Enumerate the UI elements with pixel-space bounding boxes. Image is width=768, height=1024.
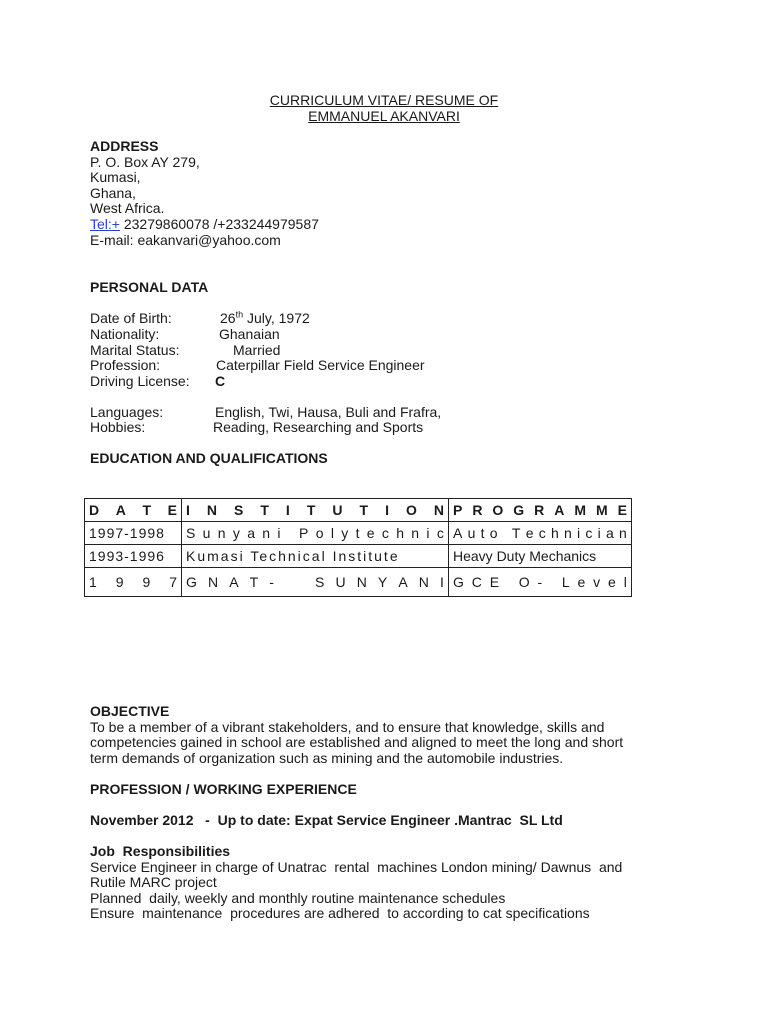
char: I: [440, 574, 444, 590]
char: -: [537, 574, 543, 590]
spaced-text: [453, 502, 627, 518]
char: N: [433, 502, 444, 518]
resume-title-line2: EMMANUEL AKANVARI: [308, 108, 460, 124]
char: M: [574, 502, 586, 518]
char: T: [306, 502, 316, 518]
char: t: [480, 525, 485, 541]
char: S: [315, 574, 325, 590]
responsibility-line: Rutile MARC project: [90, 874, 217, 891]
address-line: West Africa.: [90, 200, 165, 217]
char: i: [597, 525, 601, 541]
marital-value: Married: [233, 342, 281, 358]
programme-cell: [449, 568, 632, 597]
char: t: [355, 525, 360, 541]
telephone-line: [90, 217, 319, 233]
license-label: Driving License:: [90, 373, 190, 389]
char: u: [202, 525, 211, 541]
resume-title-line1: CURRICULUM VITAE/ RESUME OF: [269, 92, 499, 108]
objective-line: competencies gained in school are established and aligned to meet the long and short: [90, 734, 624, 751]
char: O: [405, 502, 417, 518]
char: o: [315, 525, 324, 541]
char: G: [453, 574, 464, 590]
char: e: [577, 574, 586, 590]
education-table: [84, 498, 632, 597]
date-cell: [85, 568, 182, 597]
char: Y: [377, 574, 388, 590]
char: 9: [142, 574, 151, 590]
char: [507, 574, 511, 590]
address-line: Ghana,: [90, 184, 136, 201]
char: n: [411, 525, 420, 541]
char: l: [330, 525, 334, 541]
spaced-text: [186, 574, 444, 590]
char: I: [285, 502, 290, 518]
char: h: [550, 525, 559, 541]
char: [550, 574, 554, 590]
char: S: [186, 525, 196, 541]
char: [288, 525, 292, 541]
char: e: [608, 574, 616, 590]
char: A: [554, 502, 565, 518]
programme-cell: Heavy Duty Mechanics: [449, 545, 632, 568]
char: y: [341, 525, 349, 541]
personal-data-heading: PERSONAL DATA: [90, 279, 209, 295]
spaced-text: [186, 502, 444, 518]
char: R: [534, 502, 545, 518]
char: I: [385, 502, 389, 518]
responsibility-line: Ensure maintenance procedures are adhered to according to cat specifications: [90, 905, 590, 922]
job-title: November 2012 - Up to date: Expat Service Engineer .Mantrac SL Ltd: [90, 812, 563, 828]
objective-line: term demands of organization such as mining and the automobile industries.: [90, 749, 564, 766]
nationality-value: Ghanaian: [219, 326, 280, 342]
char: o: [489, 525, 498, 541]
char: A: [115, 502, 126, 518]
tel-link[interactable]: Tel:+: [90, 215, 120, 232]
char: R: [472, 502, 483, 518]
char: -: [269, 574, 274, 590]
char: N: [356, 574, 367, 590]
char: i: [426, 525, 430, 541]
char: C: [471, 574, 482, 590]
char: G: [513, 502, 525, 518]
char: E: [489, 574, 500, 590]
char: G: [186, 574, 197, 590]
languages-label: Languages:: [90, 404, 164, 420]
char: T: [142, 502, 152, 518]
spaced-text: [453, 574, 627, 590]
char: N: [418, 574, 429, 590]
char: n: [619, 525, 627, 541]
char: T: [249, 574, 259, 590]
char: N: [206, 502, 218, 518]
profession-value: Caterpillar Field Service Engineer: [216, 357, 425, 373]
char: O: [492, 502, 504, 518]
char: y: [232, 525, 240, 541]
char: a: [605, 525, 614, 541]
char: M: [595, 502, 608, 518]
char: c: [585, 525, 593, 541]
char: T: [359, 502, 369, 518]
objective-line: To be a member of a vibrant stakeholders, and to ensure that knowledge, skills and: [90, 718, 605, 735]
objective-section: [90, 704, 690, 766]
objective-heading: OBJECTIVE: [90, 703, 170, 719]
char: n: [217, 525, 226, 541]
char: [285, 574, 289, 590]
char: 1: [89, 574, 97, 590]
char: [503, 525, 507, 541]
char: n: [563, 525, 572, 541]
table-header-row: [85, 499, 632, 522]
email-line: E-mail: eakanvari@yahoo.com: [90, 231, 281, 248]
institution-cell: [182, 568, 449, 597]
char: u: [467, 525, 476, 541]
char: A: [398, 574, 408, 590]
char: E: [617, 502, 627, 518]
char: c: [381, 525, 389, 541]
char: P: [453, 502, 463, 518]
char: T: [260, 502, 269, 518]
char: l: [623, 574, 627, 590]
date-cell: 1993-1996: [85, 545, 182, 568]
education-heading: EDUCATION AND QUALIFICATIONS: [90, 450, 328, 466]
address-heading: ADDRESS: [90, 138, 159, 154]
char: U: [332, 502, 343, 518]
char: O: [518, 574, 530, 590]
char: S: [234, 502, 244, 518]
hobbies-value: Reading, Researching and Sports: [213, 419, 424, 435]
table-row: [85, 568, 632, 597]
char: 7: [169, 574, 177, 590]
char: E: [167, 502, 177, 518]
responsibility-line: Planned daily, weekly and monthly routine maintenance schedules: [90, 889, 506, 906]
header-programme: [449, 499, 632, 522]
header-institution: [182, 499, 449, 522]
char: U: [335, 574, 346, 590]
license-value: C: [215, 373, 226, 389]
table-row: [85, 522, 632, 545]
char: [300, 574, 304, 590]
marital-label: Marital Status:: [90, 342, 180, 358]
programme-cell: [449, 522, 632, 545]
char: h: [396, 525, 404, 541]
char: L: [561, 574, 570, 590]
char: A: [229, 574, 239, 590]
hobbies-label: Hobbies:: [90, 419, 146, 435]
char: i: [277, 525, 281, 541]
char: v: [593, 574, 601, 590]
char: c: [538, 525, 546, 541]
nationality-label: Nationality:: [90, 326, 160, 342]
char: I: [186, 502, 190, 518]
char: N: [207, 574, 219, 590]
date-cell: 1997-1998: [85, 522, 182, 545]
char: a: [247, 525, 255, 541]
char: c: [436, 525, 444, 541]
char: T: [511, 525, 521, 541]
institution-cell: Kumasi Technical Institute: [182, 545, 449, 568]
dob-label: Date of Birth:: [90, 310, 172, 326]
table-row: [85, 545, 632, 568]
char: i: [577, 525, 581, 541]
tel-value: 23279860078 /+233244979587: [119, 215, 319, 232]
char: A: [453, 525, 463, 541]
address-line: Kumasi,: [90, 169, 141, 186]
address-section: [90, 139, 319, 248]
char: e: [366, 525, 375, 541]
responsibilities-heading: Job Responsibilities: [90, 843, 231, 859]
header-date: [85, 499, 182, 522]
spaced-text: [89, 502, 177, 518]
address-line: P. O. Box AY 279,: [90, 153, 200, 170]
responsibility-line: Service Engineer in charge of Unatrac rental machines London mining/ Dawnus and: [90, 858, 623, 875]
institution-cell: [182, 522, 449, 545]
responsibilities-section: [90, 844, 690, 922]
char: P: [299, 525, 309, 541]
experience-heading: PROFESSION / WORKING EXPERIENCE: [90, 781, 357, 797]
spaced-text: [186, 525, 444, 541]
char: n: [262, 525, 271, 541]
char: D: [89, 502, 100, 518]
profession-label: Profession:: [90, 357, 161, 373]
spaced-text: [453, 525, 627, 541]
char: e: [525, 525, 534, 541]
spaced-text: [89, 574, 177, 590]
char: 9: [115, 574, 124, 590]
languages-value: English, Twi, Hausa, Buli and Frafra,: [215, 404, 442, 420]
dob-value: 26th July, 1972: [220, 309, 310, 326]
